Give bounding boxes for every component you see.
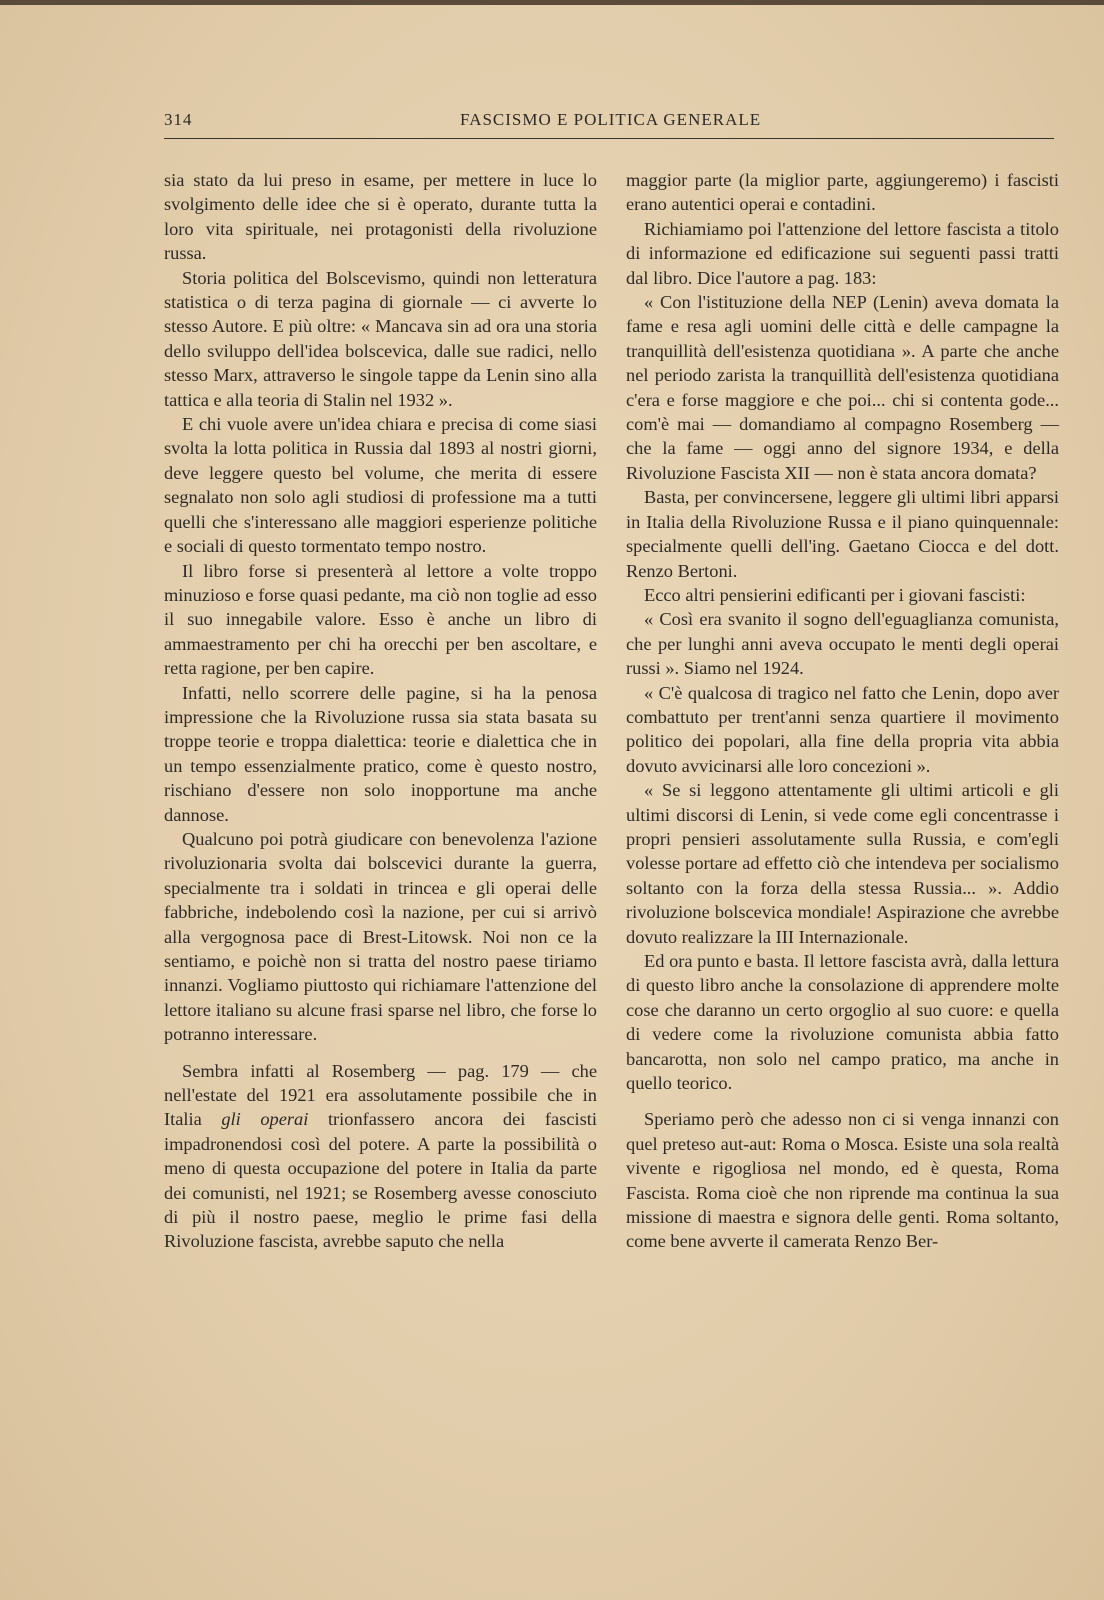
paragraph: Infatti, nello scorrere delle pagine, si ha la penosa impressione che la Rivoluzione russa sia stata basata su troppe teorie e troppa dialettica: teorie e dialettica che in un tempo essenzialmente pratico, come è questo nostro, rischiano d'essere non solo inopportune ma anche dannose. <box>164 682 597 825</box>
right-column <box>626 168 1059 1254</box>
paragraph: Storia politica del Bolscevismo, quindi non letteratura statistica o di terza pagina di giornale — ci avverte lo stesso Autore. E più oltre: « Mancava sin ad ora una storia dello sviluppo dell'idea bolscevica, dalle sue radici, nello stesso Marx, attraverso le singole tappe da Lenin sino alla tattica e alla teoria di Stalin nel 1932 ». <box>164 267 597 410</box>
paragraph-text: Sembra infatti al Rosemberg — pag. 179 — che nell'estate del 1921 era assolutamente possibile che in Italia <box>164 1060 597 1130</box>
running-title: FASCISMO E POLITICA GENERALE <box>460 110 762 129</box>
italic-phrase: gli operai <box>221 1109 309 1130</box>
quote-paragraph: « Se si leggono attentamente gli ultimi articoli e gli ultimi discorsi di Lenin, si vede come egli concentrasse i propri pensieri assolutamente sulla Russia, e com'egli volesse portare ad effetto ciò che intendeva per socialismo soltanto con la forza della stessa Russia... ». Addio rivoluzione bolscevica mondiale! Aspirazione che avrebbe dovuto realizzare la III Internazionale. <box>626 780 1059 947</box>
paragraph: Ecco altri pensierini edificanti per i giovani fascisti: <box>644 584 1026 605</box>
quote-paragraph: « Con l'istituzione della NEP (Lenin) aveva domata la fame e resa agli uomini delle città e delle campagne la tranquillità dell'esistenza quotidiana ». A parte che anche nel periodo zarista la tranquillità dell'esistenza quotidiana c'era e forse maggiore e che poi... chi si contenta gode... com'è mai — domandiamo al compagno Rosemberg — che la fame — oggi anno del signore 1934, e della Rivoluzione Fascista XII — non è stata ancora domata? <box>626 292 1059 483</box>
header-rule <box>164 138 1054 139</box>
left-column <box>164 168 597 1254</box>
paragraph: sia stato da lui preso in esame, per mettere in luce lo svolgimento delle idee che si è operato, durante tutta la loro vita spirituale, nei protagonisti della rivoluzione russa. <box>164 170 597 264</box>
paragraph: Il libro forse si presenterà al lettore a volte troppo minuzioso e forse quasi pedante, ma ciò non toglie ad esso il suo innegabile valore. Esso è anche un libro di ammaestramento per chi ha orecchi per ben ascoltare, e retta ragione, per ben capire. <box>164 560 597 679</box>
paragraph-text: trionfassero ancora dei fascisti impadronendosi così del potere. A parte la possibilità o meno di questa occupazione del potere in Italia da parte dei comunisti, nel 1921; se Rosemberg avesse conosciuto di più il nostro paese, meglio le prime fasi della Rivoluzione fascista, avrebbe saputo che nella <box>164 1109 598 1252</box>
running-header <box>164 110 1044 136</box>
paragraph: Speriamo però che adesso non ci si venga innanzi con quel preteso aut-aut: Roma o Mosca. Esiste una sola realtà vivente e rigogliosa nel mondo, ed è questa, Roma Fascista. Roma cioè che non riprende ma continua la sua missione di maestra e signora delle genti. Roma soltanto, come bene avverte il camerata Renzo Ber- <box>626 1109 1059 1252</box>
paragraph <box>164 1059 597 1254</box>
paragraph: Ed ora punto e basta. Il lettore fascista avrà, dalla lettura di questo libro anche la consolazione di apprendere molte cose che daranno un certo orgoglio al suo cuore: e quella di vedere come la rivoluzione comunista abbia fatto bancarotta, non solo nel campo pratico, ma anche in quello teorico. <box>626 951 1059 1094</box>
page-number: 314 <box>164 110 193 129</box>
paragraph: E chi vuole avere un'idea chiara e precisa di come siasi svolta la lotta politica in Russia dal 1893 al nostri giorni, deve leggere questo bel volume, che merita di essere segnalato non solo agli studiosi di professione ma a tutti quelli che s'interessano alle maggiori esperienze politiche e sociali di questo tormentato tempo nostro. <box>164 414 597 557</box>
paragraph: Qualcuno poi potrà giudicare con benevolenza l'azione rivoluzionaria svolta dai bolscevici durante la guerra, specialmente tra i soldati in trincea e gli operai delle fabbriche, indebolendo così la nazione, per cui si arrivò alla vergognosa pace di Brest-Litowsk. Noi non ce la sentiamo, e poichè non si tratta del nostro paese tiriamo innanzi. Vogliamo piuttosto qui richiamare l'attenzione del lettore italiano su alcune frasi sparse nel libro, che forse lo potranno interessare. <box>164 828 597 1045</box>
paragraph: Richiamiamo poi l'attenzione del lettore fascista a titolo di informazione ed edificazione sui seguenti passi tratti dal libro. Dice l'autore a pag. 183: <box>626 218 1059 288</box>
paragraph: Basta, per convincersene, leggere gli ultimi libri apparsi in Italia della Rivoluzione Russa e il piano quinquennale: specialmente quelli dell'ing. Gaetano Ciocca e del dott. Renzo Bertoni. <box>626 487 1059 581</box>
quote-paragraph: « C'è qualcosa di tragico nel fatto che Lenin, dopo aver combattuto per trent'anni senza quartiere il movimento politico dei popolari, alla fine della propria vita abbia dovuto avvicinarsi alle loro concezioni ». <box>626 682 1059 776</box>
page-top-edge <box>0 0 1104 5</box>
paragraph: maggior parte (la miglior parte, aggiungeremo) i fascisti erano autentici operai e contadini. <box>626 170 1059 215</box>
quote-paragraph: « Così era svanito il sogno dell'eguaglianza comunista, che per lunghi anni aveva occupato le menti degli operai russi ». Siamo nel 1924. <box>626 609 1059 679</box>
